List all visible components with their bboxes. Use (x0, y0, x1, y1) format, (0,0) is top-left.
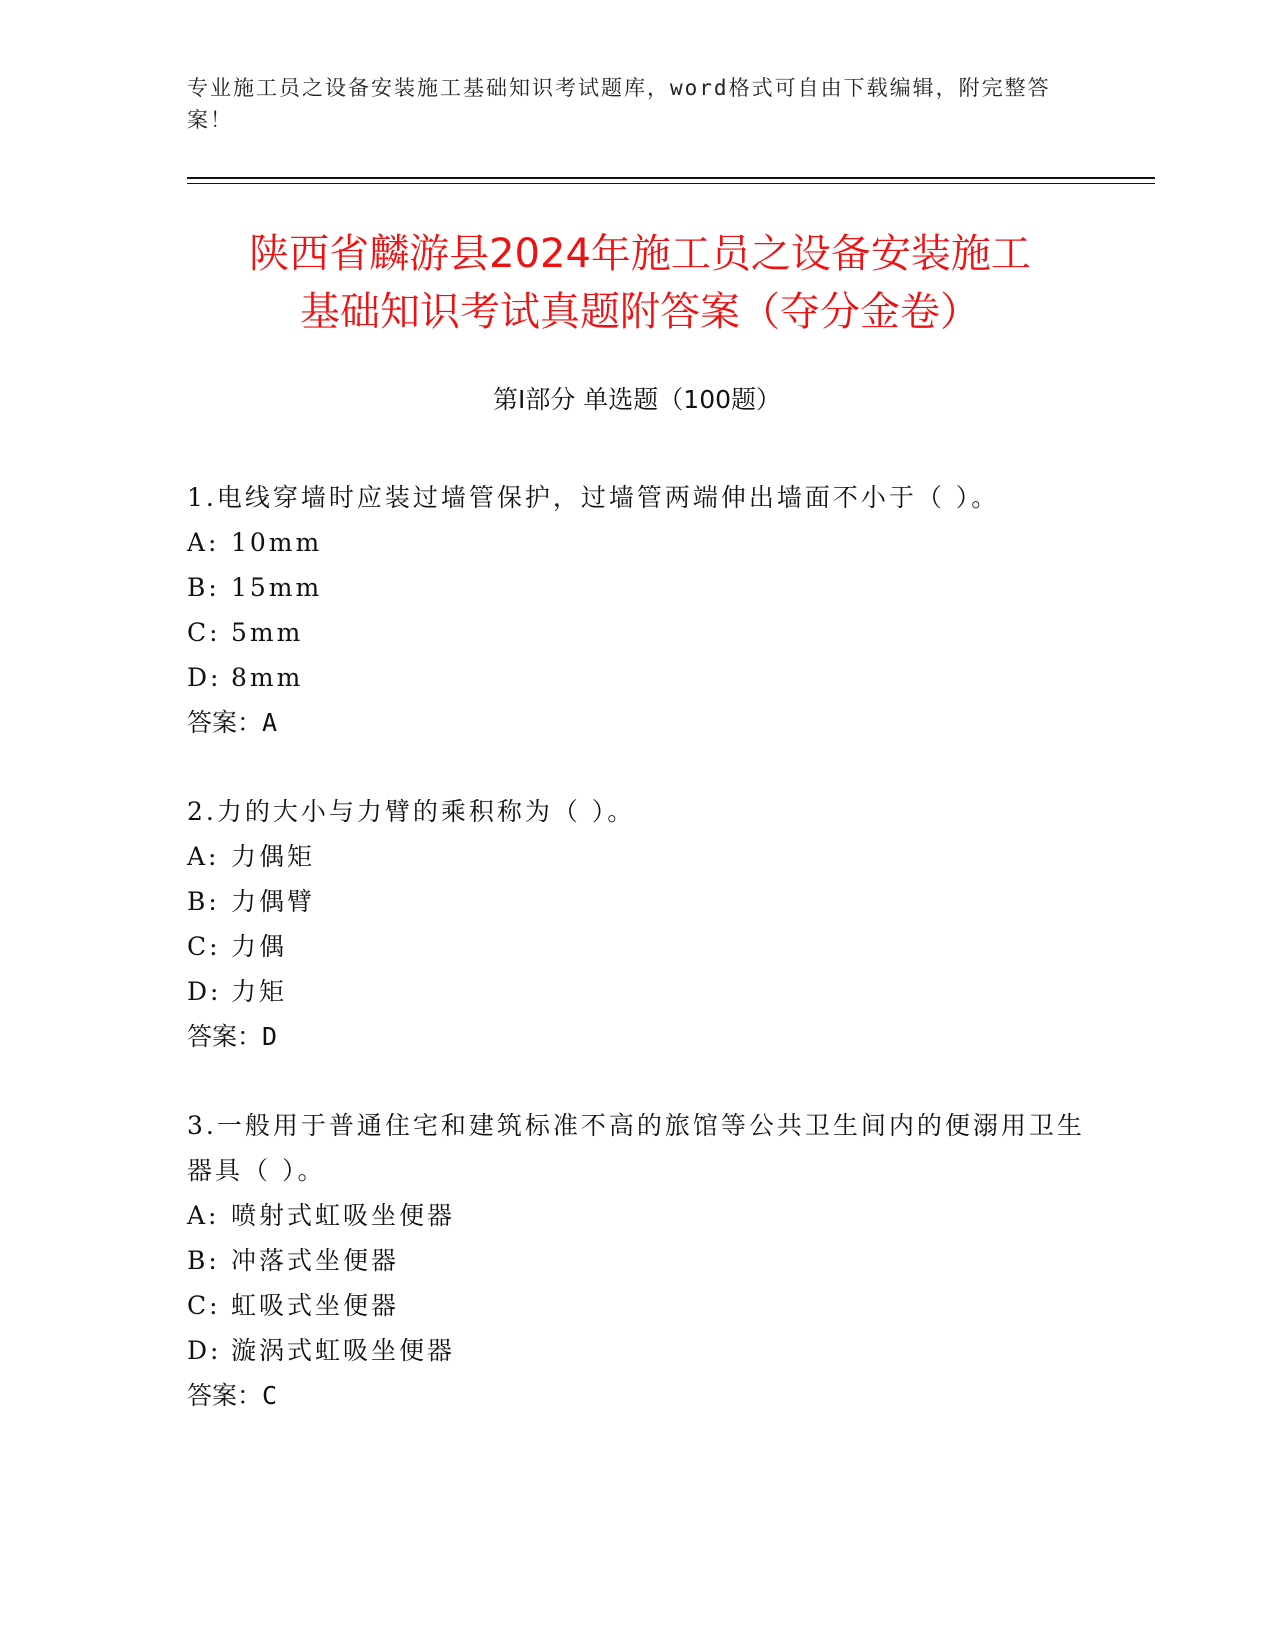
option-text: 喷射式虹吸坐便器 (231, 1201, 456, 1230)
option-key: C: (187, 618, 221, 647)
option-b (187, 879, 1087, 924)
option-text: 冲落式坐便器 (231, 1246, 400, 1275)
option-key: B: (187, 1246, 220, 1275)
option-d (187, 1328, 1087, 1373)
document-title-line-1: 陕西省麟游县2024年施工员之设备安装施工 (249, 231, 1031, 277)
option-key: B: (187, 887, 220, 916)
option-key: A: (187, 528, 220, 557)
option-key: D: (187, 663, 222, 692)
option-a (187, 1193, 1087, 1238)
option-text: 5mm (231, 618, 304, 647)
option-b (187, 565, 1087, 610)
question-list (187, 475, 1087, 1462)
option-key: D: (187, 977, 222, 1006)
option-key: D: (187, 1336, 222, 1365)
question-1 (187, 475, 1087, 745)
option-text: 力偶 (231, 932, 288, 961)
option-c (187, 610, 1087, 655)
option-key: C: (187, 932, 221, 961)
option-text: 8mm (231, 663, 304, 692)
option-text: 力偶矩 (231, 842, 316, 871)
question-2 (187, 789, 1087, 1059)
option-key: A: (187, 842, 220, 871)
option-text: 力矩 (231, 977, 288, 1006)
option-text: 漩涡式虹吸坐便器 (231, 1336, 456, 1365)
header-divider-thin (187, 183, 1155, 184)
option-key: A: (187, 1201, 220, 1230)
question-stem: 2.力的大小与力臂的乘积称为（ ）。 (187, 797, 636, 826)
section-title: 第Ⅰ部分 单选题（100题） (492, 385, 782, 414)
option-key: B: (187, 573, 220, 602)
document-title-line-2: 基础知识考试真题附答案（夺分金卷） (300, 289, 980, 335)
option-c (187, 924, 1087, 969)
answer: 答案：D (187, 1022, 278, 1051)
option-c (187, 1283, 1087, 1328)
question-3 (187, 1103, 1087, 1418)
answer: 答案：C (187, 1381, 278, 1410)
option-b (187, 1238, 1087, 1283)
option-a (187, 520, 1087, 565)
document-title (180, 225, 1100, 341)
option-d (187, 969, 1087, 1014)
option-text: 10mm (231, 528, 323, 557)
header-note: 专业施工员之设备安装施工基础知识考试题库，word格式可自由下载编辑，附完整答案！ (187, 76, 1051, 132)
option-a (187, 834, 1087, 879)
option-text: 虹吸式坐便器 (231, 1291, 400, 1320)
question-stem: 3.一般用于普通住宅和建筑标准不高的旅馆等公共卫生间内的便溺用卫生器具（ ）。 (187, 1111, 1085, 1185)
header-divider-thick (187, 177, 1155, 179)
question-stem: 1.电线穿墙时应装过墙管保护，过墙管两端伸出墙面不小于（ ）。 (187, 483, 1000, 512)
option-text: 力偶臂 (231, 887, 316, 916)
option-d (187, 655, 1087, 700)
answer: 答案：A (187, 708, 278, 737)
option-text: 15mm (231, 573, 323, 602)
option-key: C: (187, 1291, 221, 1320)
